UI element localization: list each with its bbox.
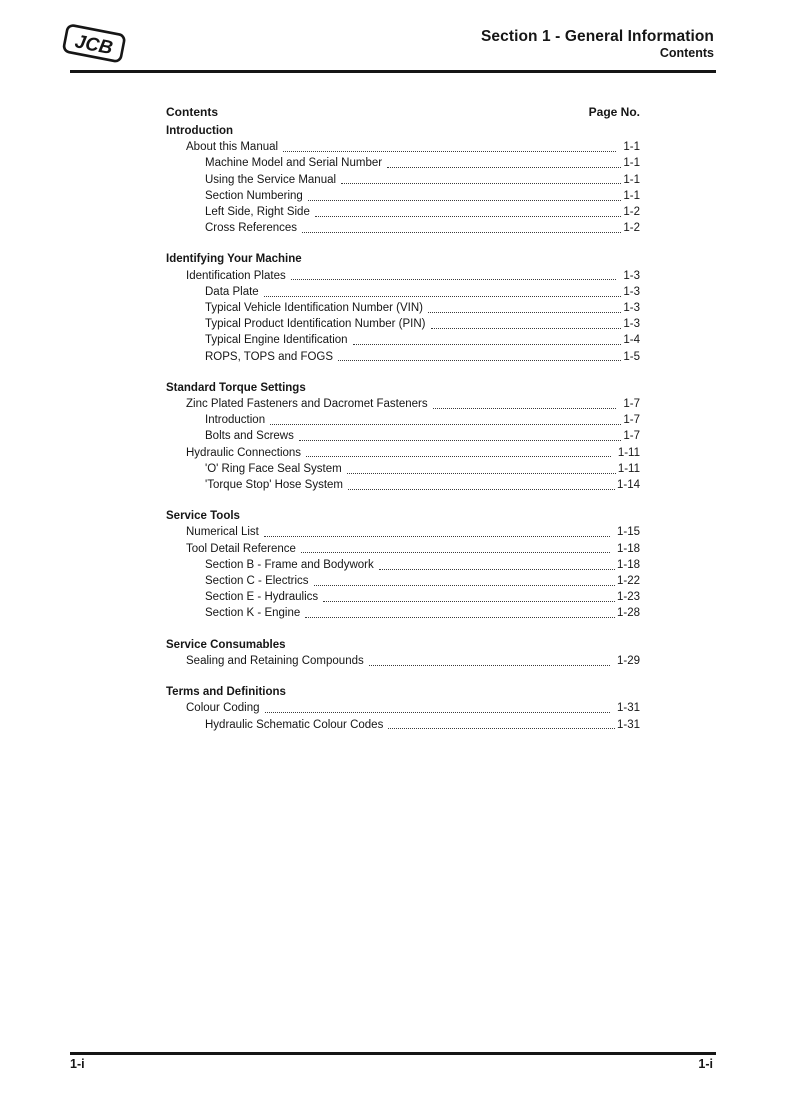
toc-group [166,684,640,733]
toc-entry-label: Tool Detail Reference [186,542,296,555]
dot-leader [301,552,610,553]
toc-group-title: Service Consumables [166,638,286,651]
toc-entry-label: Section Numbering [205,189,303,202]
dot-leader [314,585,615,586]
toc-page-no-label: Page No. [588,105,640,119]
toc-entry [166,461,640,477]
toc-entry [166,700,640,716]
toc-entry-label: Colour Coding [186,702,260,715]
toc-entry-page: 1-5 [623,350,640,363]
toc-entry-label: Hydraulic Connections [186,446,302,459]
toc-entry [166,605,640,621]
dot-leader [308,200,622,201]
footer-divider [70,1052,716,1055]
toc-entry-label: Section E - Hydraulics [205,591,319,604]
dot-leader [353,344,622,345]
toc-entry [166,332,640,348]
toc-group [166,508,640,621]
dot-leader [388,728,615,729]
toc-entry-page: 1-28 [616,607,640,620]
toc-entry [166,412,640,428]
toc-entry-page: 1-1 [623,141,640,154]
dot-leader [341,183,621,184]
dot-leader [369,665,610,666]
dot-leader [433,408,617,409]
toc-entry-page: 1-7 [623,430,640,443]
toc-entry-label: Typical Vehicle Identification Number (VIN) [205,302,423,315]
toc-entry [166,316,640,332]
toc-entry-page: 1-31 [616,718,640,731]
dot-leader [264,536,610,537]
footer-page-number-right: 1-i [698,1057,713,1071]
dot-leader [305,617,615,618]
toc-entry [166,300,640,316]
toc-entry-page: 1-18 [616,558,640,571]
toc-group [166,637,640,669]
jcb-logo-icon [58,22,132,66]
toc-entry-page: 1-2 [623,222,640,235]
dot-leader [323,601,615,602]
toc-entry [166,204,640,220]
toc-group-title: Identifying Your Machine [166,253,302,266]
footer-page-number-left: 1-i [70,1057,85,1071]
dot-leader [270,424,621,425]
toc-entry-page: 1-3 [623,269,640,282]
toc-entry-label: 'O' Ring Face Seal System [205,462,342,475]
toc-entry-page: 1-7 [623,398,640,411]
dot-leader [379,569,615,570]
toc-entry-label: Introduction [205,414,266,427]
toc-entry-label: Cross References [205,222,298,235]
toc-entry-label: Identification Plates [186,269,286,282]
toc-entry [166,268,640,284]
page-header [481,27,714,61]
dot-leader [338,360,621,361]
toc-groups [166,123,640,733]
toc-entry-label: Numerical List [186,526,259,539]
toc-entry-page: 1-3 [623,302,640,315]
dot-leader [302,232,621,233]
toc-entry-page: 1-4 [623,334,640,347]
toc-entry-label: Zinc Plated Fasteners and Dacromet Fasteners [186,398,428,411]
section-title: Section 1 - General Information [480,28,714,45]
jcb-logo [58,22,132,66]
toc-entry-page: 1-1 [623,173,640,186]
toc-group [166,380,640,493]
toc-entry-label: Section K - Engine [205,607,301,620]
toc-entry [166,349,640,365]
toc-entry-label: Left Side, Right Side [205,206,310,219]
dot-leader [264,296,622,297]
toc-entry [166,653,640,669]
toc-entry [166,172,640,188]
dot-leader [428,312,621,313]
toc-entry [166,524,640,540]
toc-entry-label: 'Torque Stop' Hose System [205,479,343,492]
toc-group-title: Standard Torque Settings [166,381,306,394]
toc-entry [166,573,640,589]
toc-entry-page: 1-29 [616,654,640,667]
dot-leader [348,489,615,490]
toc-entry-page: 1-18 [616,542,640,555]
toc-entry-label: Typical Engine Identification [205,334,348,347]
toc-entry [166,541,640,557]
toc-entry-label: Machine Model and Serial Number [205,157,383,170]
toc-entry-page: 1-11 [617,462,640,475]
dot-leader [291,279,617,280]
toc-entry-label: About this Manual [186,141,279,154]
toc-entry-page: 1-31 [616,702,640,715]
toc-entry-label: ROPS, TOPS and FOGS [205,350,334,363]
jcb-logo-text: JCB [73,31,115,60]
toc-entry [166,557,640,573]
toc-group [166,251,640,364]
toc-entry-label: Hydraulic Schematic Colour Codes [205,718,384,731]
toc-entry [166,445,640,461]
toc-entry [166,428,640,444]
dot-leader [387,167,621,168]
toc-group-title: Service Tools [166,510,240,523]
toc-entry-page: 1-22 [616,575,640,588]
toc-entry-page: 1-2 [623,206,640,219]
toc-header-row [166,104,640,120]
toc-entry [166,717,640,733]
toc-entry-label: Section B - Frame and Bodywork [205,558,374,571]
toc-entry [166,284,640,300]
toc-entry-page: 1-14 [616,479,640,492]
toc-group-title: Introduction [166,125,234,137]
toc-group [166,123,640,236]
toc-entry-page: 1-23 [616,591,640,604]
toc-entry-label: Using the Service Manual [205,173,337,186]
toc-entry-label: Data Plate [205,285,259,298]
toc-entry [166,139,640,155]
toc-entry-page: 1-1 [623,189,640,202]
toc-entry-label: Typical Product Identification Number (PIN) [205,318,426,331]
toc-entry [166,477,640,493]
dot-leader [283,151,616,152]
toc-entry [166,188,640,204]
toc-entry [166,396,640,412]
header-divider [70,70,716,73]
toc-group-title: Terms and Definitions [166,686,286,699]
toc-entry-page: 1-11 [617,446,640,459]
dot-leader [265,712,610,713]
toc-entry-page: 1-15 [616,526,640,539]
toc-entry-page: 1-3 [623,318,640,331]
toc-entry-label: Section C - Electrics [205,575,309,588]
dot-leader [347,473,616,474]
toc-entry-label: Bolts and Screws [205,430,294,443]
toc-entry-label: Sealing and Retaining Compounds [186,654,364,667]
dot-leader [431,328,622,329]
toc-entry [166,220,640,236]
dot-leader [315,216,622,217]
toc-entry-page: 1-3 [623,285,640,298]
toc-entry [166,589,640,605]
dot-leader [306,456,611,457]
header-subtitle: Contents [659,46,714,60]
toc-entry-page: 1-1 [623,157,640,170]
toc-heading: Contents [166,105,218,119]
toc-entry-page: 1-7 [623,414,640,427]
table-of-contents [166,104,640,733]
toc-entry [166,155,640,171]
dot-leader [299,440,622,441]
